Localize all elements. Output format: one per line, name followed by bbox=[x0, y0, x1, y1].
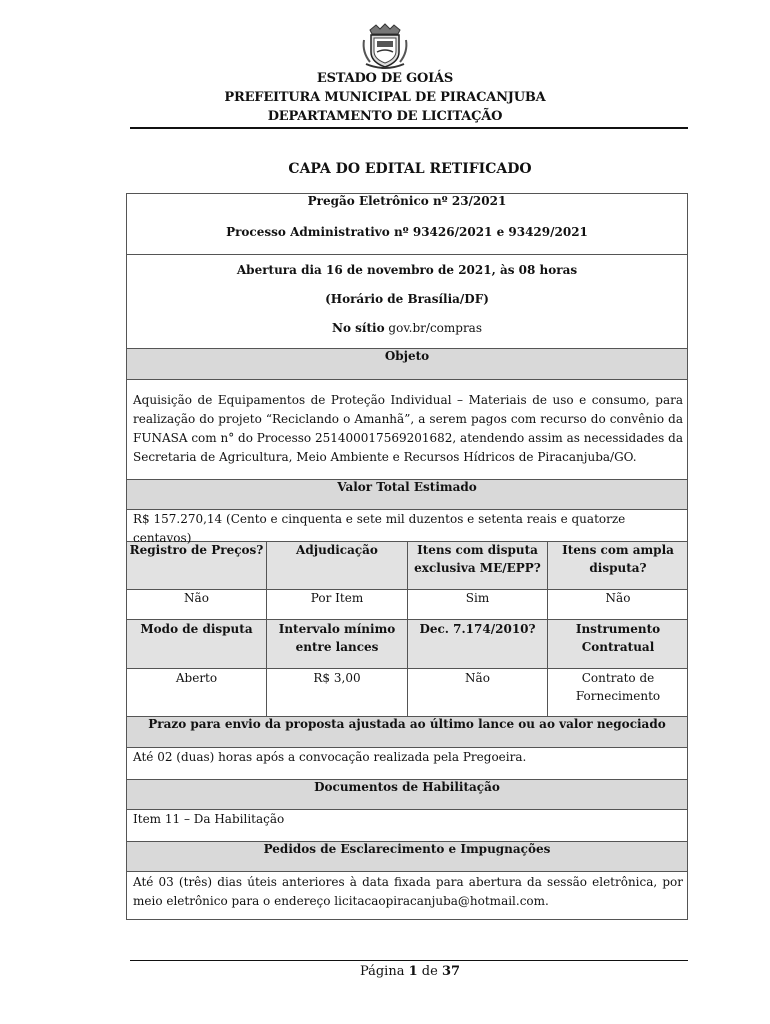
page-footer bbox=[0, 964, 770, 979]
abertura-date: Abertura dia 16 de novembro de 2021, às 08 horas bbox=[236, 263, 578, 277]
table1-header-exclusiva: Itens com disputa exclusiva ME/EPP? bbox=[414, 543, 541, 575]
table1-value-exclusiva: Sim bbox=[465, 591, 490, 605]
sitio-label: No sítio bbox=[332, 321, 385, 335]
row-divider bbox=[126, 379, 688, 380]
sitio-line bbox=[126, 321, 688, 335]
footer-rule bbox=[130, 960, 688, 961]
total-pages: 37 bbox=[441, 964, 461, 979]
documentos-heading: Documentos de Habilitação bbox=[314, 780, 500, 794]
header-prefeitura: PREFEITURA MUNICIPAL DE PIRACANJUBA bbox=[224, 90, 546, 105]
horario-note: (Horário de Brasília/DF) bbox=[325, 292, 489, 306]
prazo-heading: Prazo para envio da proposta ajustada ao último lance ou ao valor negociado bbox=[148, 717, 666, 731]
objeto-heading: Objeto bbox=[384, 349, 430, 363]
page-title: CAPA DO EDITAL RETIFICADO bbox=[288, 161, 532, 177]
table2-header-modo: Modo de disputa bbox=[140, 622, 253, 636]
documentos-text: Item 11 – Da Habilitação bbox=[133, 812, 285, 826]
table2-header-intervalo: Intervalo mínimo entre lances bbox=[278, 622, 396, 654]
pedidos-heading: Pedidos de Esclarecimento e Impugnações bbox=[263, 842, 551, 856]
header-state: ESTADO DE GOIÁS bbox=[316, 71, 454, 86]
municipal-crest-icon bbox=[360, 22, 410, 70]
table2-header-instrumento: Instrumento Contratual bbox=[575, 622, 661, 654]
pregao-number: Pregão Eletrônico nº 23/2021 bbox=[307, 194, 507, 208]
page-label: Página bbox=[359, 964, 405, 979]
table1-header-registro: Registro de Preços? bbox=[129, 543, 264, 557]
valor-text: R$ 157.270,14 (Cento e cinquenta e sete mil duzentos e setenta reais e quatorze centavos) bbox=[133, 512, 626, 545]
table2-value-decreto: Não bbox=[465, 671, 490, 685]
valor-heading: Valor Total Estimado bbox=[337, 480, 477, 494]
table1-header-adjudicacao: Adjudicação bbox=[296, 543, 378, 557]
sitio-link[interactable]: gov.br/compras bbox=[388, 321, 482, 335]
table2-value-instrumento: Contrato de Fornecimento bbox=[575, 671, 661, 703]
table1-value-ampla: Não bbox=[605, 591, 631, 605]
processo-number: Processo Administrativo nº 93426/2021 e 93429/2021 bbox=[226, 225, 588, 239]
table2-header-decreto: Dec. 7.174/2010? bbox=[419, 622, 536, 636]
objeto-text: Aquisição de Equipamentos de Proteção Individual – Materiais de uso e consumo, para realização do projeto “Reciclando o Amanhã”, a serem pagos com recurso do convênio da FUNASA com n° do Processo 251400017569201682, atendendo assim as necessidades da Secretaria de Agricultura, Meio Ambiente e Recursos Hídricos de Piracanjuba/GO. bbox=[133, 393, 683, 464]
table2-value-intervalo: R$ 3,00 bbox=[313, 671, 361, 685]
header-rule bbox=[130, 127, 688, 129]
row-divider bbox=[126, 871, 688, 872]
of-label: de bbox=[421, 964, 438, 979]
table1-value-registro: Não bbox=[184, 591, 209, 605]
prazo-text: Até 02 (duas) horas após a convocação realizada pela Pregoeira. bbox=[133, 750, 527, 764]
header-department: DEPARTAMENTO DE LICITAÇÃO bbox=[267, 109, 503, 124]
row-divider bbox=[126, 919, 688, 920]
row-divider bbox=[126, 254, 688, 255]
table1-value-adjudicacao: Por Item bbox=[310, 591, 364, 605]
table1-header-ampla: Itens com ampla disputa? bbox=[562, 543, 674, 575]
page-number: 1 bbox=[408, 964, 418, 979]
pedidos-text: Até 03 (três) dias úteis anteriores à data fixada para abertura da sessão eletrônica, por meio eletrônico para o endereço licitacaopiracanjuba@hotmail.com. bbox=[133, 875, 683, 908]
table2-value-modo: Aberto bbox=[175, 671, 218, 685]
